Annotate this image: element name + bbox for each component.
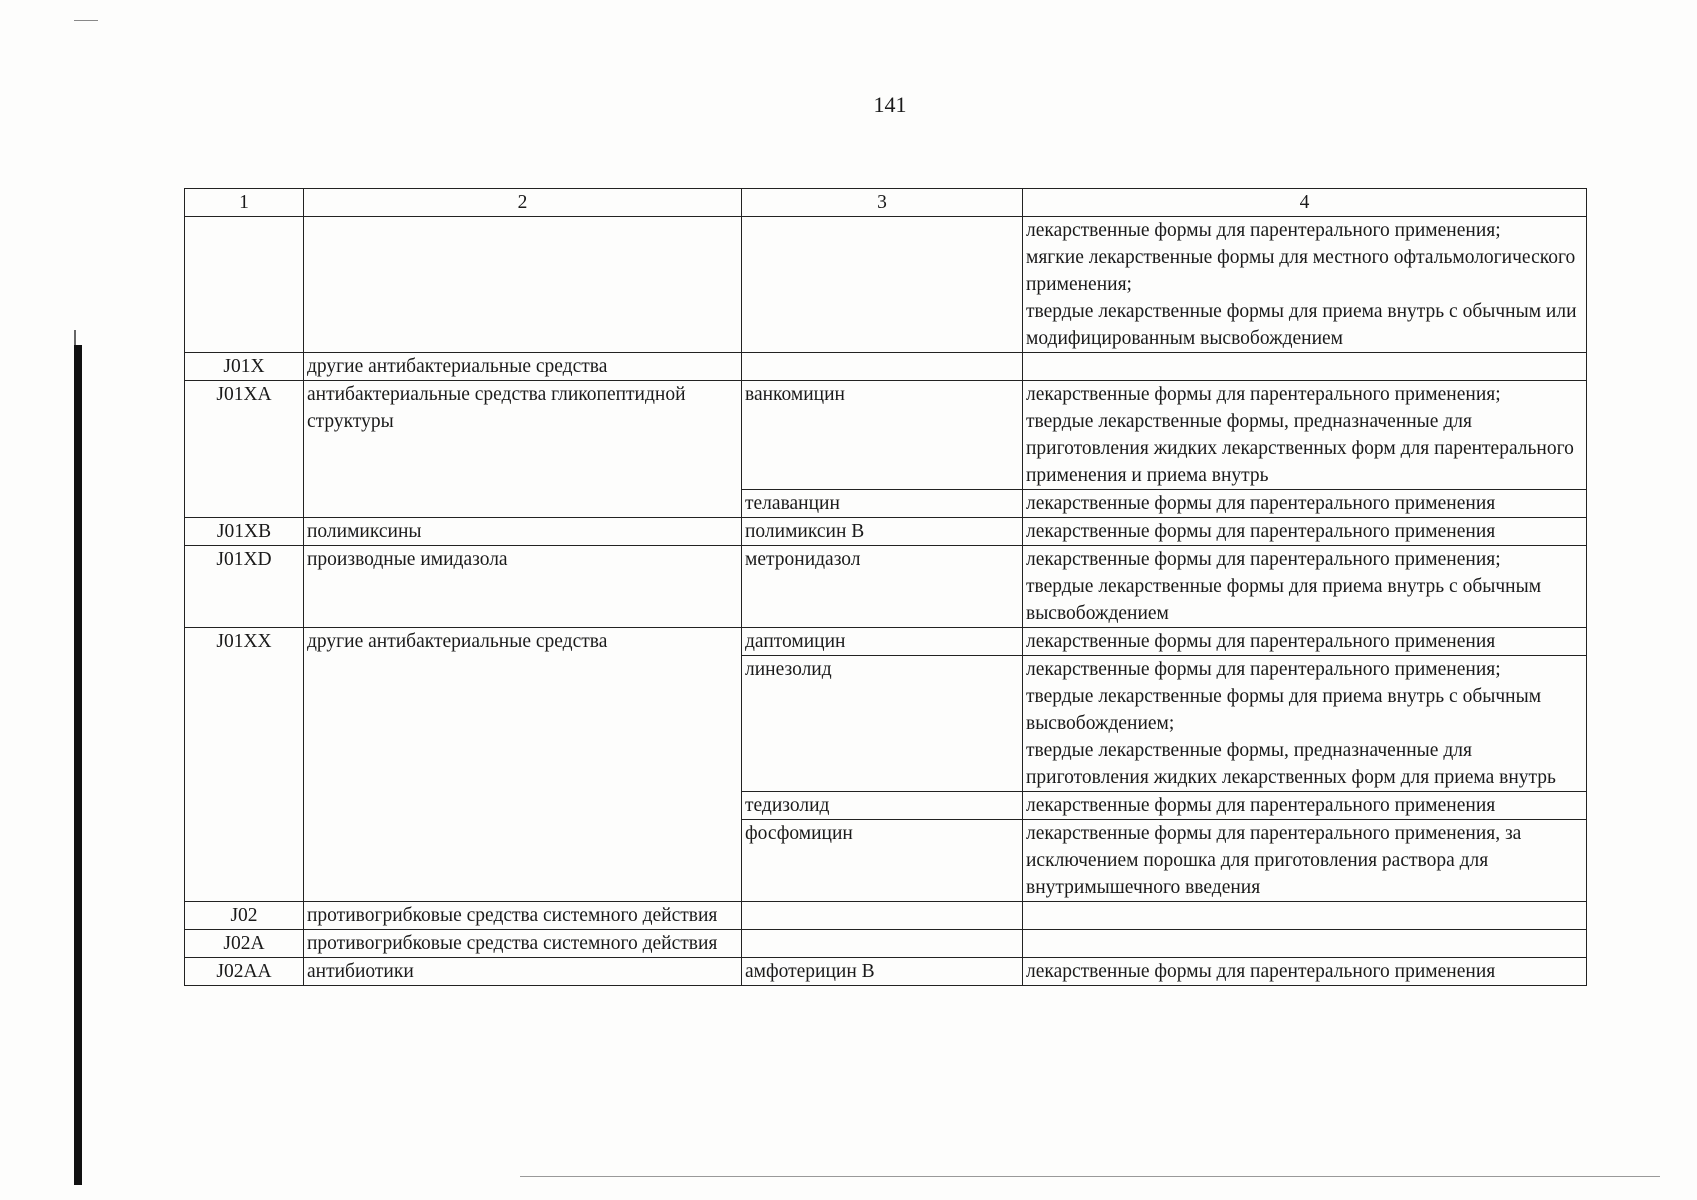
dosage-forms: лекарственные формы для парентерального применения bbox=[1023, 792, 1587, 820]
table-row bbox=[185, 353, 1587, 381]
table-row bbox=[185, 546, 1587, 628]
drug-name: метронидазол bbox=[742, 546, 1023, 628]
atc-code: J01XB bbox=[185, 518, 304, 546]
group-name bbox=[304, 217, 742, 353]
drug-name: ванкомицин bbox=[742, 381, 1023, 490]
drug-name: тедизолид bbox=[742, 792, 1023, 820]
group-name: антибиотики bbox=[304, 958, 742, 986]
dosage-forms: лекарственные формы для парентерального применения bbox=[1023, 628, 1587, 656]
dosage-forms: лекарственные формы для парентерального применения, за исключением порошка для приготовления раствора для внутримышечного введения bbox=[1023, 820, 1587, 902]
group-name: полимиксины bbox=[304, 518, 742, 546]
group-name: противогрибковые средства системного действия bbox=[304, 930, 742, 958]
header-col-3: 3 bbox=[742, 189, 1023, 217]
atc-code: J01X bbox=[185, 353, 304, 381]
atc-code: J01XX bbox=[185, 628, 304, 902]
dosage-forms: лекарственные формы для парентерального применения bbox=[1023, 518, 1587, 546]
drug-name bbox=[742, 930, 1023, 958]
page-number: 141 bbox=[873, 92, 907, 117]
header-col-1: 1 bbox=[185, 189, 304, 217]
atc-code: J01XD bbox=[185, 546, 304, 628]
drug-table bbox=[184, 188, 1587, 986]
header-col-4: 4 bbox=[1023, 189, 1587, 217]
table-row bbox=[185, 930, 1587, 958]
table-header-row bbox=[185, 189, 1587, 217]
dosage-forms bbox=[1023, 930, 1587, 958]
drug-name: амфотерицин В bbox=[742, 958, 1023, 986]
table-row bbox=[185, 628, 1587, 656]
drug-name: линезолид bbox=[742, 656, 1023, 792]
group-name: антибактериальные средства гликопептидной структуры bbox=[304, 381, 742, 518]
dosage-forms bbox=[1023, 353, 1587, 381]
drug-name: телаванцин bbox=[742, 490, 1023, 518]
table-row bbox=[185, 217, 1587, 353]
dosage-forms: лекарственные формы для парентерального применения; твердые лекарственные формы для приема внутрь с обычным высвобождением bbox=[1023, 546, 1587, 628]
dosage-forms bbox=[1023, 902, 1587, 930]
atc-code bbox=[185, 217, 304, 353]
scan-binding-edge bbox=[74, 345, 82, 1185]
atc-code: J01XA bbox=[185, 381, 304, 518]
header-col-2: 2 bbox=[304, 189, 742, 217]
dosage-forms: лекарственные формы для парентерального применения bbox=[1023, 958, 1587, 986]
scan-top-mark bbox=[74, 20, 98, 21]
atc-code: J02A bbox=[185, 930, 304, 958]
drug-name: фосфомицин bbox=[742, 820, 1023, 902]
atc-code: J02AA bbox=[185, 958, 304, 986]
scan-bottom-rule bbox=[520, 1176, 1660, 1177]
dosage-forms: лекарственные формы для парентерального применения; твердые лекарственные формы, предназначенные для приготовления жидких лекарственных форм для парентерального применения и приема внутрь bbox=[1023, 381, 1587, 490]
drug-name bbox=[742, 217, 1023, 353]
group-name: другие антибактериальные средства bbox=[304, 353, 742, 381]
drug-name: полимиксин В bbox=[742, 518, 1023, 546]
table-row bbox=[185, 958, 1587, 986]
table-row bbox=[185, 902, 1587, 930]
atc-code: J02 bbox=[185, 902, 304, 930]
drug-name: даптомицин bbox=[742, 628, 1023, 656]
table-row bbox=[185, 381, 1587, 490]
group-name: противогрибковые средства системного действия bbox=[304, 902, 742, 930]
group-name: производные имидазола bbox=[304, 546, 742, 628]
drug-name bbox=[742, 353, 1023, 381]
dosage-forms: лекарственные формы для парентерального применения; твердые лекарственные формы для приема внутрь с обычным высвобождением; твердые лекарственные формы, предназначенные для приготовления жидких лекарственных форм для приема внутрь bbox=[1023, 656, 1587, 792]
drug-name bbox=[742, 902, 1023, 930]
dosage-forms: лекарственные формы для парентерального применения bbox=[1023, 490, 1587, 518]
dosage-forms: лекарственные формы для парентерального применения; мягкие лекарственные формы для местного офтальмологического применения; твердые лекарственные формы для приема внутрь с обычным или модифицированным высвобождением bbox=[1023, 217, 1587, 353]
group-name: другие антибактериальные средства bbox=[304, 628, 742, 902]
table-row bbox=[185, 518, 1587, 546]
